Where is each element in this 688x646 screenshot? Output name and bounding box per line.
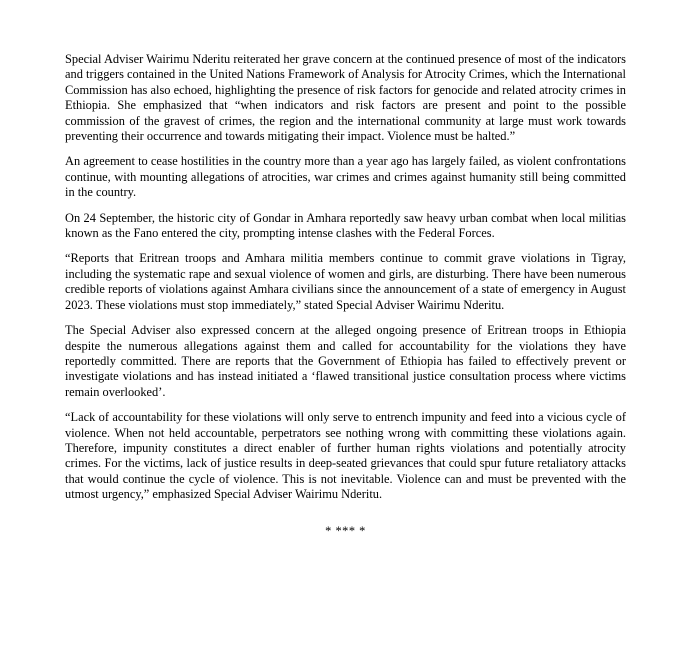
paragraph-accountability-quote: “Lack of accountability for these violations will only serve to entrench impunity and feed into a vicious cycle of violence. When not held accountable, perpetrators see nothing wrong with committing these violations again. Therefore, impunity constitutes a direct enabler of further human rights violations and potentially atrocity crimes. For the victims, lack of justice results in deep-seated grievances that could spur future retaliatory attacks that would continue the cycle of violence. This is not inevitable. Violence can and must be prevented with the utmost urgency,” emphasized Special Adviser Wairimu Nderitu.	[65, 410, 626, 502]
paragraph-eritrean-troops: The Special Adviser also expressed concern at the alleged ongoing presence of Eritrean troops in Ethiopia despite the numerous allegations against them and called for accountability for the violations they have reportedly committed. There are reports that the Government of Ethiopia has failed to effectively prevent or investigate violations and has instead initiated a ‘flawed transitional justice consultation process where victims remain overlooked’.	[65, 323, 626, 399]
paragraph-concern: Special Adviser Wairimu Nderitu reiterated her grave concern at the continued presence of most of the indicators and triggers contained in the United Nations Framework of Analysis for Atrocity Crimes, which the International Commission has also echoed, highlighting the presence of risk factors for genocide and related atrocity crimes in Ethiopia. She emphasized that “when indicators and risk factors are present and point to the possible commission of the gravest of crimes, the region and the international community at large must work towards preventing their occurrence and towards mitigating their impact. Violence must be halted.”	[65, 52, 626, 144]
paragraph-tigray-quote: “Reports that Eritrean troops and Amhara militia members continue to commit grave violations in Tigray, including the systematic rape and sexual violence of women and girls, are disturbing. There have been numerous credible reports of violations against Amhara civilians since the announcement of a state of emergency in August 2023. These violations must stop immediately,” stated Special Adviser Wairimu Nderitu.	[65, 251, 626, 312]
document-body	[65, 52, 626, 539]
paragraph-gondar: On 24 September, the historic city of Gondar in Amhara reportedly saw heavy urban combat when local militias known as the Fano entered the city, prompting intense clashes with the Federal Forces.	[65, 210, 626, 241]
paragraph-agreement: An agreement to cease hostilities in the country more than a year ago has largely failed, as violent confrontations continue, with mounting allegations of atrocities, war crimes and crimes against humanity still being committed in the country.	[65, 154, 626, 200]
end-marker: * *** *	[325, 523, 366, 538]
